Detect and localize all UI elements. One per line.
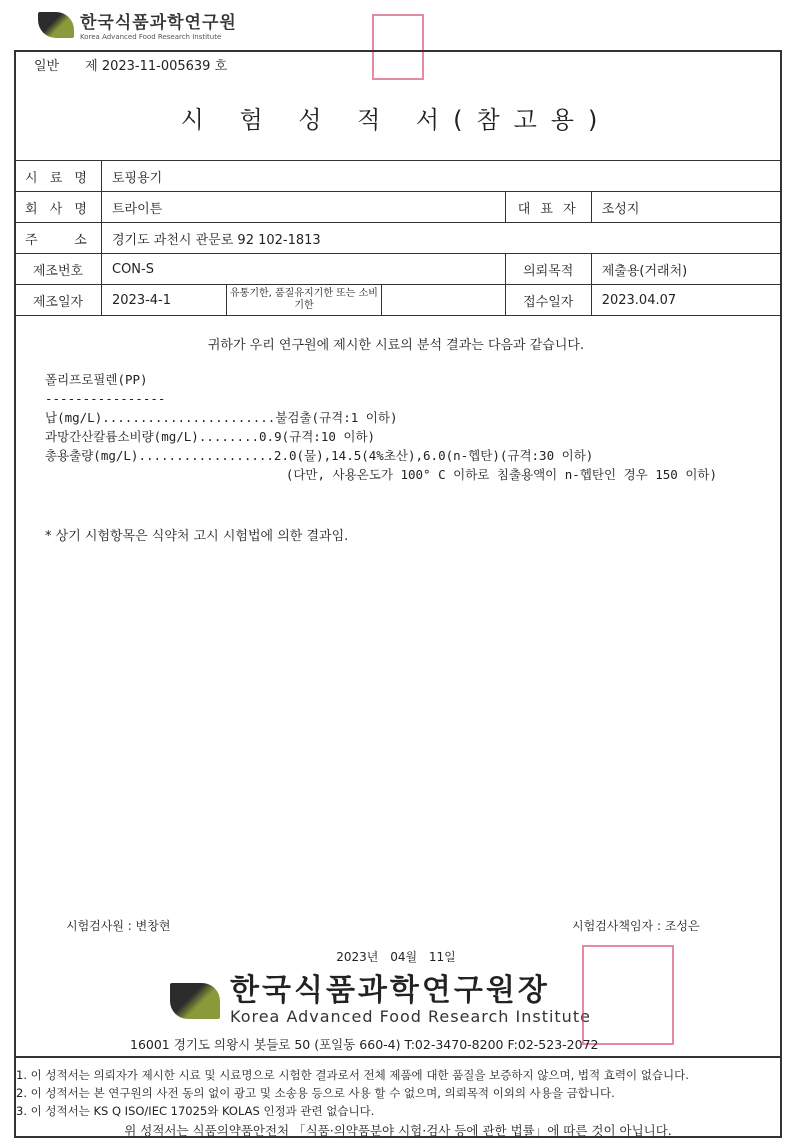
footer-note: 3. 이 성적서는 KS Q ISO/IEC 17025와 KOLAS 인정과 관련 없습니다. — [16, 1104, 375, 1118]
result-line: (다만, 사용온도가 100° C 이하로 침출용액이 n-헵탄인 경우 150 이하) — [45, 467, 718, 482]
issuer-name-en: Korea Advanced Food Research Institute — [230, 1007, 591, 1026]
address-value: 경기도 과천시 관문로 92 102-1813 — [102, 223, 782, 254]
intro-text: 귀하가 우리 연구원에 제시한 시료의 분석 결과는 다음과 같습니다. — [207, 338, 585, 353]
footer-disclaimer: 위 성적서는 식품의약품안전처 「식품·의약품분야 시험·검사 등에 관한 법률」에 따른 것이 아닙니다. — [124, 1123, 672, 1138]
footer-notes — [16, 1056, 780, 1140]
serial-value: CON-S — [102, 254, 506, 285]
mfg-date-value: 2023-4-1 — [102, 285, 227, 316]
mfg-date-label: 제조일자 — [15, 285, 102, 316]
tester-signature: 시험검사원 : 변창현 — [66, 919, 171, 933]
received-label: 접수일자 — [505, 285, 591, 316]
rep-value: 조성지 — [591, 192, 781, 223]
rep-label: 대 표 자 — [505, 192, 591, 223]
issuer-logo — [170, 975, 591, 1026]
logo-leaf-icon — [38, 12, 74, 38]
received-value: 2023.04.07 — [591, 285, 781, 316]
result-line: 총용출량(mg/L)..................2.0(물),14.5(4%초산),6.0(n-헵탄)(규격:30 이하) — [45, 448, 594, 463]
footer-note: 1. 이 성적서는 의뢰자가 제시한 시료 및 시료명으로 시험한 결과로서 전체 제품에 대한 품질을 보증하지 않으며, 법적 효력이 없습니다. — [16, 1068, 689, 1082]
result-line: 납(mg/L).......................불검출(규격:1 이하) — [45, 410, 398, 425]
material: 폴리프로필렌(PP) — [45, 372, 148, 387]
purpose-label: 의뢰목적 — [505, 254, 591, 285]
address-label: 주 소 — [15, 223, 102, 254]
company-value: 트라이튼 — [102, 192, 506, 223]
result-line: 과망간산칼륨소비량(mg/L)........0.9(규격:10 이하) — [45, 429, 376, 444]
info-table — [14, 160, 782, 316]
issuer-name-kr: 한국식품과학연구원장 — [230, 973, 550, 1008]
manager-signature: 시험검사책임자 : 조성은 — [572, 919, 700, 933]
issuer-address: 16001 경기도 의왕시 봇들로 50 (포일동 660-4) T:02-3470-8200 F:02-523-2072 — [130, 1037, 599, 1052]
page-title: 시 험 성 적 서(참고용) — [180, 106, 612, 134]
serial-label: 제조번호 — [15, 254, 102, 285]
org-name-en: Korea Advanced Food Research Institute — [80, 33, 222, 41]
note: * 상기 시험항목은 식약처 고시 시험법에 의한 결과임. — [45, 529, 349, 544]
purpose-value: 제출용(거래처) — [591, 254, 781, 285]
footer-note: 2. 이 성적서는 본 연구원의 사전 동의 없이 광고 및 소송용 등으로 사용 할 수 없으며, 의뢰목적 이외의 사용을 금합니다. — [16, 1086, 615, 1100]
org-name-kr: 한국식품과학연구원 — [80, 13, 237, 33]
category: 일반 — [34, 59, 60, 74]
doc-number — [34, 55, 253, 74]
doc-number-value: 제 2023-11-005639 호 — [85, 59, 228, 74]
official-seal — [582, 945, 674, 1045]
sample-label: 시 료 명 — [15, 161, 102, 192]
results — [45, 370, 717, 484]
logo-leaf-icon — [170, 983, 220, 1019]
header-logo — [38, 8, 237, 41]
expiry-label: 유통기한, 품질유지기한 또는 소비기한 — [227, 285, 382, 315]
issue-date: 2023년 04월 11일 — [336, 950, 456, 964]
divider: ---------------- — [45, 391, 166, 406]
sample-value: 토핑용기 — [102, 161, 782, 192]
company-label: 회 사 명 — [15, 192, 102, 223]
